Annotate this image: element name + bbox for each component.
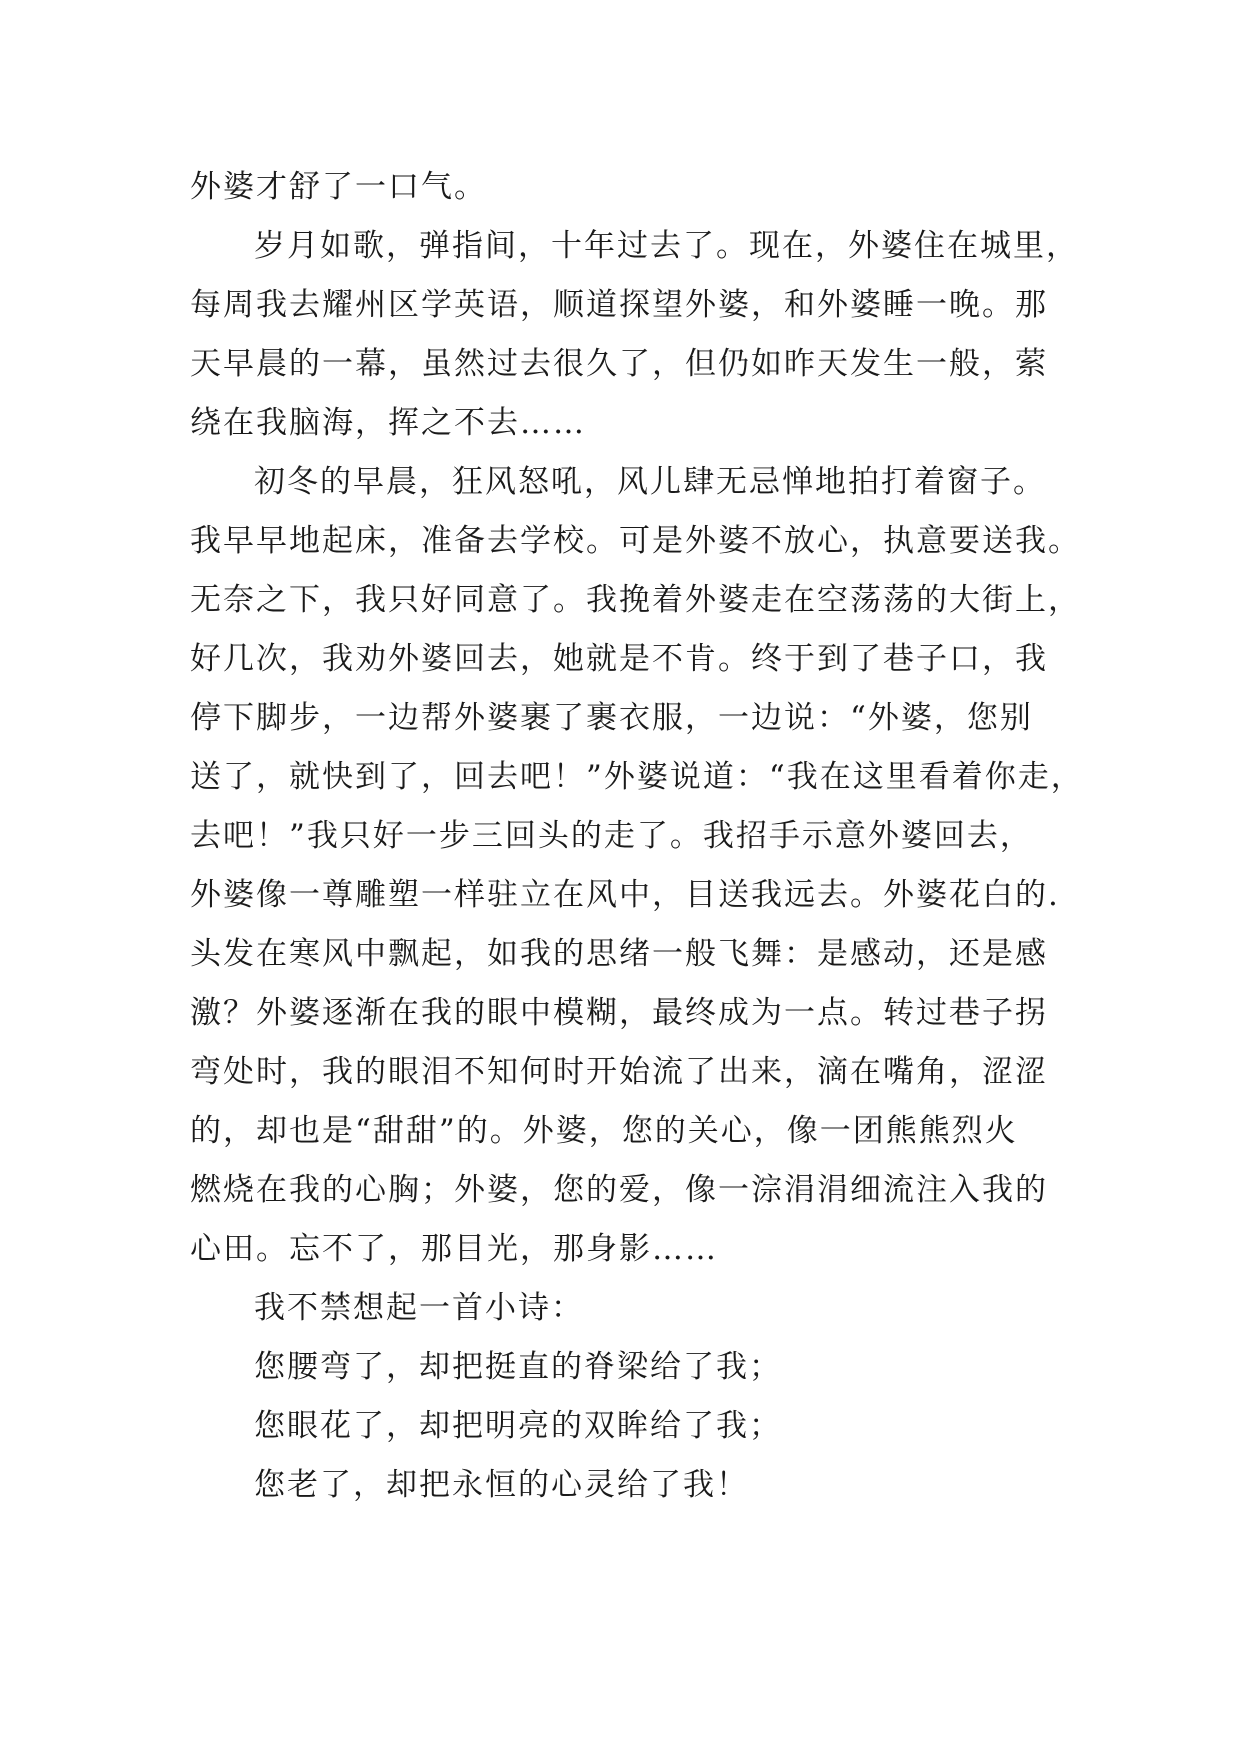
text-line: 天早晨的一幕，虽然过去很久了，但仍如昨天发生一般，萦 (190, 346, 1048, 382)
text-line: 头发在寒风中飘起，如我的思绪一般飞舞：是感动，还是感 (190, 936, 1048, 972)
text-line: 好几次，我劝外婆回去，她就是不肯。终于到了巷子口，我 (190, 641, 1048, 677)
text-line: 初冬的早晨，狂风怒吼，风儿肆无忌惮地拍打着窗子。 (254, 464, 1046, 500)
text-line: 外婆像一尊雕塑一样驻立在风中，目送我远去。外婆花白的. (190, 877, 1060, 913)
text-line: 去吧！”我只好一步三回头的走了。我招手示意外婆回去， (190, 818, 1033, 854)
text-line: 送了，就快到了，回去吧！”外婆说道：“我在这里看着你走， (190, 759, 1084, 795)
text-line: 我早早地起床，准备去学校。可是外婆不放心，执意要送我。 (190, 523, 1081, 559)
text-line: 心田。忘不了，那目光，那身影…… (190, 1231, 718, 1267)
text-line: 燃烧在我的心胸；外婆，您的爱，像一淙涓涓细流注入我的 (190, 1172, 1048, 1208)
text-line: 您眼花了，却把明亮的双眸给了我； (254, 1408, 782, 1444)
text-line: 岁月如歌，弹指间，十年过去了。现在，外婆住在城里， (254, 228, 1079, 264)
text-line: 停下脚步，一边帮外婆裹了裹衣服，一边说：“外婆，您别 (190, 700, 1033, 736)
text-line: 的，却也是“甜甜”的。外婆，您的关心，像一团熊熊烈火 (190, 1113, 1018, 1149)
document-body (190, 158, 1084, 1515)
text-line: 无奈之下，我只好同意了。我挽着外婆走在空荡荡的大街上， (190, 582, 1081, 618)
text-line: 每周我去耀州区学英语，顺道探望外婆，和外婆睡一晚。那 (190, 287, 1048, 323)
text-line: 激？外婆逐渐在我的眼中模糊，最终成为一点。转过巷子拐 (190, 995, 1048, 1031)
text-line: 外婆才舒了一口气。 (190, 169, 487, 205)
text-line: 弯处时，我的眼泪不知何时开始流了出来，滴在嘴角，涩涩 (190, 1054, 1048, 1090)
text-line: 我不禁想起一首小诗： (254, 1290, 584, 1326)
text-line: 您老了，却把永恒的心灵给了我！ (254, 1467, 749, 1503)
text-line: 绕在我脑海，挥之不去…… (190, 405, 586, 441)
text-line: 您腰弯了，却把挺直的脊梁给了我； (254, 1349, 782, 1385)
